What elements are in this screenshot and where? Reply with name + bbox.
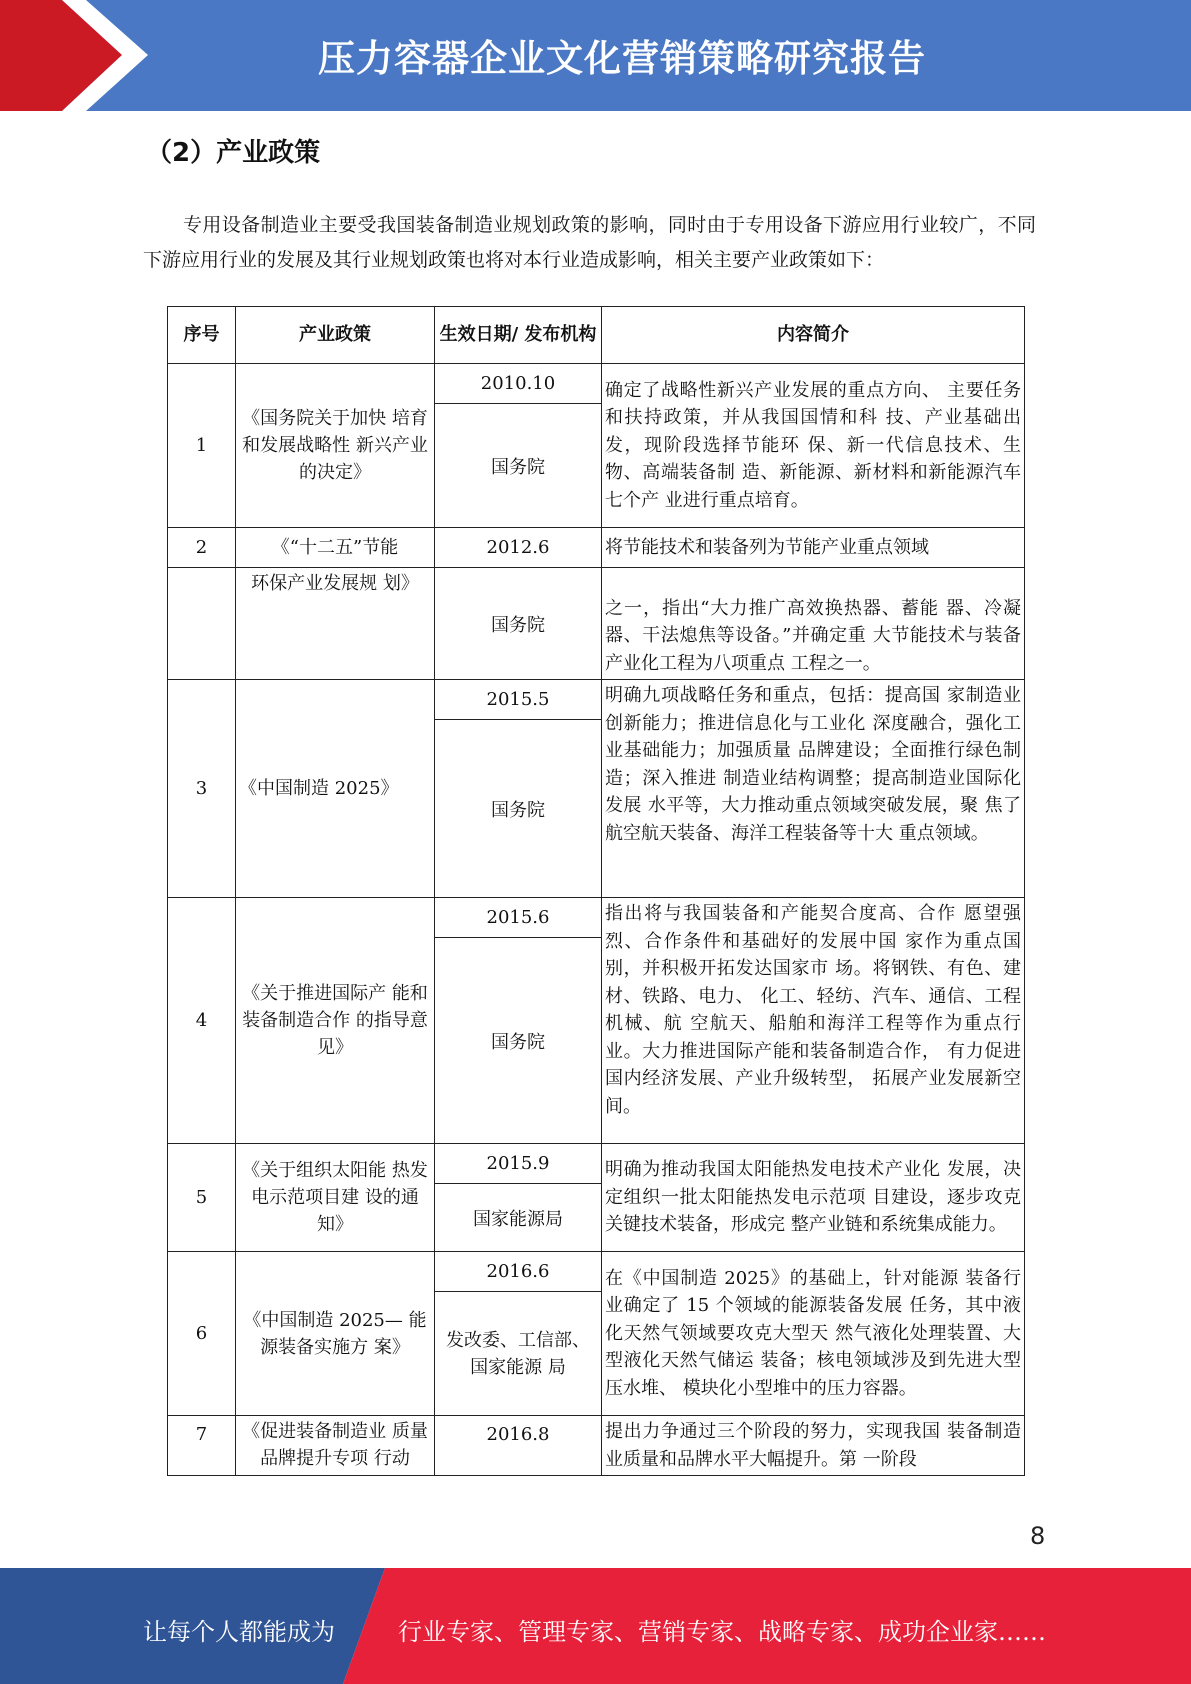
row-no-empty bbox=[168, 568, 236, 680]
row-summary: 确定了战略性新兴产业发展的重点方向、 主要任务和扶持政策，并从我国国情和科 技、产业基础出发，现阶段选择节能环 保、新一代信息技术、生物、高端装备制 造、新能源、新材料和新能源汽车七个产 业进行重点培育。 bbox=[602, 364, 1025, 528]
row-agency: 国务院 bbox=[435, 720, 602, 898]
row-agency: 国务院 bbox=[435, 568, 602, 680]
header-title: 压力容器企业文化营销策略研究报告 bbox=[318, 37, 926, 80]
row-date: 2015.9 bbox=[435, 1144, 602, 1184]
row-date: 2012.6 bbox=[435, 528, 602, 568]
row-policy: 《“十二五”节能 bbox=[236, 528, 435, 568]
row-date: 2015.6 bbox=[435, 898, 602, 938]
row-date: 2016.8 bbox=[435, 1416, 602, 1476]
row-no: 1 bbox=[168, 364, 236, 528]
footer-slogan-right: 行业专家、管理专家、营销专家、战略专家、成功企业家…… bbox=[398, 1618, 1046, 1646]
row-date: 2015.5 bbox=[435, 680, 602, 720]
page-number: 8 bbox=[1030, 1522, 1046, 1550]
policy-table-container bbox=[167, 306, 1024, 1470]
row-no: 7 bbox=[168, 1416, 236, 1476]
row-agency: 国务院 bbox=[435, 938, 602, 1144]
row-policy: 《中国制造 2025— 能源装备实施方 案》 bbox=[236, 1252, 435, 1416]
row-no: 4 bbox=[168, 898, 236, 1144]
table-row bbox=[168, 898, 1025, 938]
row-summary: 指出将与我国装备和产能契合度高、合作 愿望强烈、合作条件和基础好的发展中国 家作为重点国别，并积极开拓发达国家市 场。将钢铁、有色、建材、铁路、电力、 化工、轻纺、汽车、通信、工程机械、航 空航天、船舶和海洋工程等作为重点行 业。大力推进国际产能和装备制造合作， 有力促进国内经济发展、产业升级转型， 拓展产业发展新空间。 bbox=[602, 898, 1025, 1144]
table-row bbox=[168, 1144, 1025, 1184]
row-agency: 国务院 bbox=[435, 404, 602, 528]
row-no: 5 bbox=[168, 1144, 236, 1252]
row-policy: 《关于组织太阳能 热发电示范项目建 设的通知》 bbox=[236, 1144, 435, 1252]
row-no: 3 bbox=[168, 680, 236, 898]
header-no: 序号 bbox=[168, 307, 236, 364]
table-row bbox=[168, 1416, 1025, 1476]
row-no: 6 bbox=[168, 1252, 236, 1416]
header-date: 生效日期/ 发布机构 bbox=[435, 307, 602, 364]
row-agency: 发改委、工信部、国家能源 局 bbox=[435, 1292, 602, 1416]
row-summary: 明确为推动我国太阳能热发电技术产业化 发展，决定组织一批太阳能热发电示范项 目建设，逐步攻克关键技术装备，形成完 整产业链和系统集成能力。 bbox=[602, 1144, 1025, 1252]
header-arrow-decoration bbox=[0, 0, 160, 111]
row-policy: 环保产业发展规 划》 bbox=[236, 568, 435, 680]
intro-paragraph: 专用设备制造业主要受我国装备制造业规划政策的影响，同时由于专用设备下游应用行业较广，不同下游应用行业的发展及其行业规划政策也将对本行业造成影响，相关主要产业政策如下： bbox=[143, 214, 1036, 271]
table-row bbox=[168, 528, 1025, 568]
header-summary: 内容简介 bbox=[602, 307, 1025, 364]
row-summary: 将节能技术和装备列为节能产业重点领域 bbox=[602, 528, 1025, 568]
table-row bbox=[168, 680, 1025, 720]
table-row bbox=[168, 1252, 1025, 1292]
page-footer bbox=[0, 1568, 1191, 1684]
footer-slogan-left: 让每个人都能成为 bbox=[143, 1618, 335, 1646]
row-agency: 国家能源局 bbox=[435, 1184, 602, 1252]
section-heading: （2）产业政策 bbox=[146, 138, 321, 168]
table-row bbox=[168, 364, 1025, 404]
table-row bbox=[168, 568, 1025, 680]
row-summary: 之一，指出“大力推广高效换热器、蓄能 器、冷凝器、干法熄焦等设备。”并确定重 大节能技术与装备产业化工程为八项重点 工程之一。 bbox=[602, 568, 1025, 680]
row-no: 2 bbox=[168, 528, 236, 568]
page-header bbox=[0, 0, 1191, 111]
row-summary: 提出力争通过三个阶段的努力，实现我国 装备制造业质量和品牌水平大幅提升。第 一阶段 bbox=[602, 1416, 1025, 1476]
row-policy: 《国务院关于加快 培育和发展战略性 新兴产业的决定》 bbox=[236, 364, 435, 528]
header-policy: 产业政策 bbox=[236, 307, 435, 364]
table-header-row bbox=[168, 307, 1025, 364]
row-date: 2016.6 bbox=[435, 1252, 602, 1292]
row-date: 2010.10 bbox=[435, 364, 602, 404]
policy-table bbox=[167, 306, 1025, 1476]
row-policy: 《促进装备制造业 质量品牌提升专项 行动 bbox=[236, 1416, 435, 1476]
row-policy: 《中国制造 2025》 bbox=[236, 680, 435, 898]
row-summary: 在《中国制造 2025》的基础上，针对能源 装备行业确定了 15 个领域的能源装备发展 任务，其中液化天然气领域要攻克大型天 然气液化处理装置、大型液化天然气储运 装备；核电领域涉及到先进大型压水堆、 模块化小型堆中的压力容器。 bbox=[602, 1252, 1025, 1416]
row-policy: 《关于推进国际产 能和装备制造合作 的指导意见》 bbox=[236, 898, 435, 1144]
row-summary: 明确九项战略任务和重点，包括：提高国 家制造业创新能力；推进信息化与工业化 深度融合，强化工业基础能力；加强质量 品牌建设；全面推行绿色制造；深入推进 制造业结构调整；提高制造业国际化发展 水平等，大力推动重点领域突破发展，聚 焦了航空航天装备、海洋工程装备等十大 重点领域。 bbox=[602, 680, 1025, 898]
